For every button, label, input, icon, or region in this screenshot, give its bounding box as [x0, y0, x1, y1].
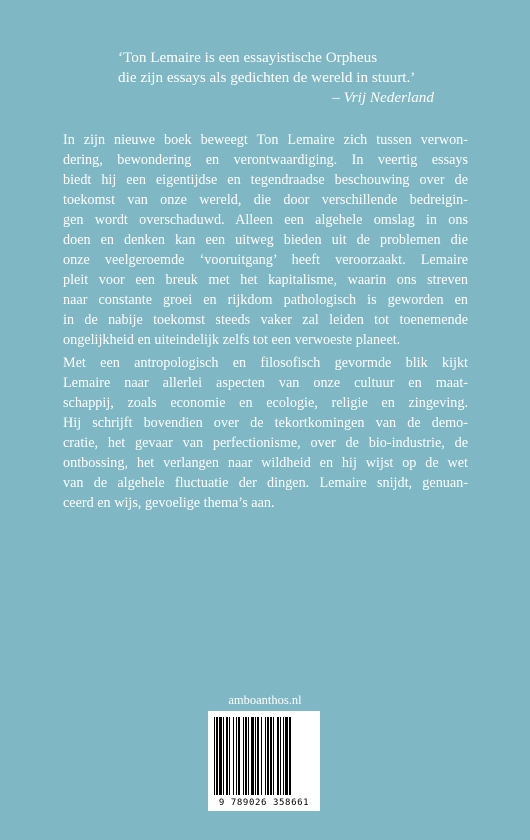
barcode-bar [255, 717, 256, 795]
paragraph-line: toekomst van onze wereld, die door verschillende bedreigin- [63, 192, 468, 208]
barcode-bar [219, 717, 222, 795]
paragraph-line: schappij, zoals economie en ecologie, religie en zingeving. [63, 395, 468, 411]
barcode-bar [257, 717, 259, 795]
barcode-bars [212, 717, 316, 795]
paragraph-line: naar constante groei en rijkdom pathologisch is geworden en [63, 292, 468, 308]
barcode-bar [226, 717, 228, 795]
paragraph-line: Met een antropologisch en filosofisch gevormde blik kijkt [63, 355, 468, 371]
attribution-source: Vrij Nederland [343, 89, 434, 106]
barcode-bar [243, 717, 244, 795]
description-paragraph-1 [63, 130, 468, 350]
paragraph-line: ceerd en wijs, gevoelige thema’s aan. [63, 495, 275, 511]
paragraph-line: Lemaire naar allerlei aspecten van onze cultuur en maat- [63, 375, 468, 391]
paragraph-line: Hij schrijft bovendien over de tekortkomingen van de demo- [63, 415, 468, 431]
paragraph-line: ontbossing, het verlangen naar wildheid en hij wijst op de wet [63, 455, 468, 471]
paragraph-line: gen wordt overschaduwd. Alleen een algehele omslag in ons [63, 212, 468, 228]
barcode-bar [265, 717, 266, 795]
description-paragraph-2 [63, 353, 468, 513]
barcode-bar [273, 717, 274, 795]
barcode-bar [251, 717, 254, 795]
paragraph-line: in de nabije toekomst steeds vaker zal leiden tot toenemende [63, 312, 468, 328]
paragraph-line: onze veelgeroemde ‘vooruitgang’ heeft veroorzaakt. Lemaire [63, 252, 468, 268]
barcode [208, 711, 320, 811]
paragraph-line: biedt hij een eigentijdse en tegendraadse beschouwing over de [63, 172, 468, 188]
quote-attribution [118, 88, 448, 108]
barcode-bar [233, 717, 234, 795]
barcode-bar [229, 717, 230, 795]
barcode-bar [270, 717, 272, 795]
paragraph-line: cratie, het gevaar van perfectionisme, over de bio-industrie, de [63, 435, 468, 451]
barcode-bar [285, 717, 288, 795]
paragraph-line: dering, bewondering en verontwaardiging. In veertig essays [63, 152, 468, 168]
attribution-dash: – [332, 89, 344, 106]
barcode-bar [245, 717, 247, 795]
barcode-bar [214, 717, 215, 795]
barcode-bar [236, 717, 237, 795]
paragraph-line: van de algehele fluctuatie der dingen. Lemaire snijdt, genuan- [63, 475, 468, 491]
isbn-number: 9 789026 358661 [218, 798, 310, 808]
paragraph-line: In zijn nieuwe boek beweegt Ton Lemaire zich tussen verwon- [63, 132, 468, 148]
barcode-bar [283, 717, 284, 795]
barcode-bar [223, 717, 224, 795]
barcode-bar [238, 717, 240, 795]
barcode-bar [216, 717, 218, 795]
barcode-bar [289, 717, 291, 795]
paragraph-line: doen en denken kan een uitweg bieden uit de problemen die [63, 232, 468, 248]
barcode-bar [280, 717, 281, 795]
quote-line-1: ‘Ton Lemaire is een essayistische Orpheus [118, 49, 378, 66]
paragraph-line: pleit voor een breuk met het kapitalisme, waarin ons streven [63, 272, 468, 288]
publisher-website: amboanthos.nl [228, 693, 302, 707]
blurb-quote [118, 48, 448, 108]
barcode-bar [277, 717, 279, 795]
barcode-bar [261, 717, 262, 795]
barcode-bar [248, 717, 249, 795]
quote-line-2: die zijn essays als gedichten de wereld in stuurt.’ [118, 69, 416, 86]
paragraph-line: ongelijkheid en uiteindelijk zelfs tot een verwoeste planeet. [63, 332, 401, 348]
barcode-bar [267, 717, 269, 795]
